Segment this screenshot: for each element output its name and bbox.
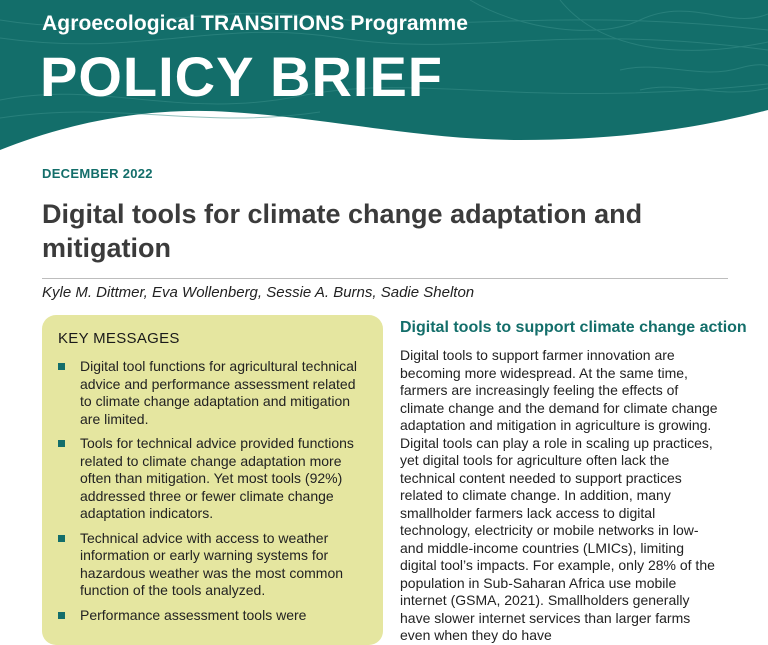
key-messages-list [56, 358, 366, 631]
key-message-item [56, 435, 366, 523]
square-bullet-icon [58, 535, 65, 542]
square-bullet-icon [58, 363, 65, 370]
key-message-text: Digital tool functions for agricultural technical advice and performance assessment related to climate change adaptation and mitigation are limited. [80, 358, 358, 427]
key-message-text: Technical advice with access to weather information or early warning systems for hazardous weather was the most common function of the tools analyzed. [80, 529, 344, 598]
brief-type-title: POLICY BRIEF [40, 45, 444, 108]
programme-name: Agroecological TRANSITIONS Programme [42, 12, 469, 35]
key-message-text: Tools for technical advice provided functions related to climate change adaptation more often than mitigation. Yet most tools (92%) addressed three or fewer climate change adaptation indicators. [80, 435, 354, 521]
key-message-item [56, 530, 366, 600]
key-message-item [56, 358, 366, 428]
section-heading: Digital tools to support climate change action [400, 319, 747, 336]
square-bullet-icon [58, 440, 65, 447]
key-messages-heading: KEY MESSAGES [58, 330, 180, 347]
key-message-item [56, 607, 366, 625]
section-body-text: Digital tools to support farmer innovation are becoming more widespread. At the same time, farmers are increasingly feeling the effects of climate change and the demand for climate change adaptation and mitigation in agriculture is growing. Digital tools can play a role in scaling up practices, yet digital tools for agriculture often lack the technical content needed to support practices related to climate change. In addition, many smallholder farmers lack access to digital technology, electricity or mobile networks in low- and middle-income countries (LMICs), limiting digital tool’s impacts. For example, only 28% of the population in Sub-Saharan Africa use mobile internet (GSMA, 2021). Smallholders generally have slower internet services than larger farms even when they do have [400, 347, 718, 643]
publication-date: DECEMBER 2022 [42, 166, 153, 181]
authors-line: Kyle M. Dittmer, Eva Wollenberg, Sessie A. Burns, Sadie Shelton [42, 284, 475, 301]
square-bullet-icon [58, 612, 65, 619]
document-title: Digital tools for climate change adaptation and mitigation [42, 199, 643, 263]
header-banner [0, 0, 768, 160]
key-message-text: Performance assessment tools were [80, 606, 307, 623]
title-divider [42, 278, 728, 279]
